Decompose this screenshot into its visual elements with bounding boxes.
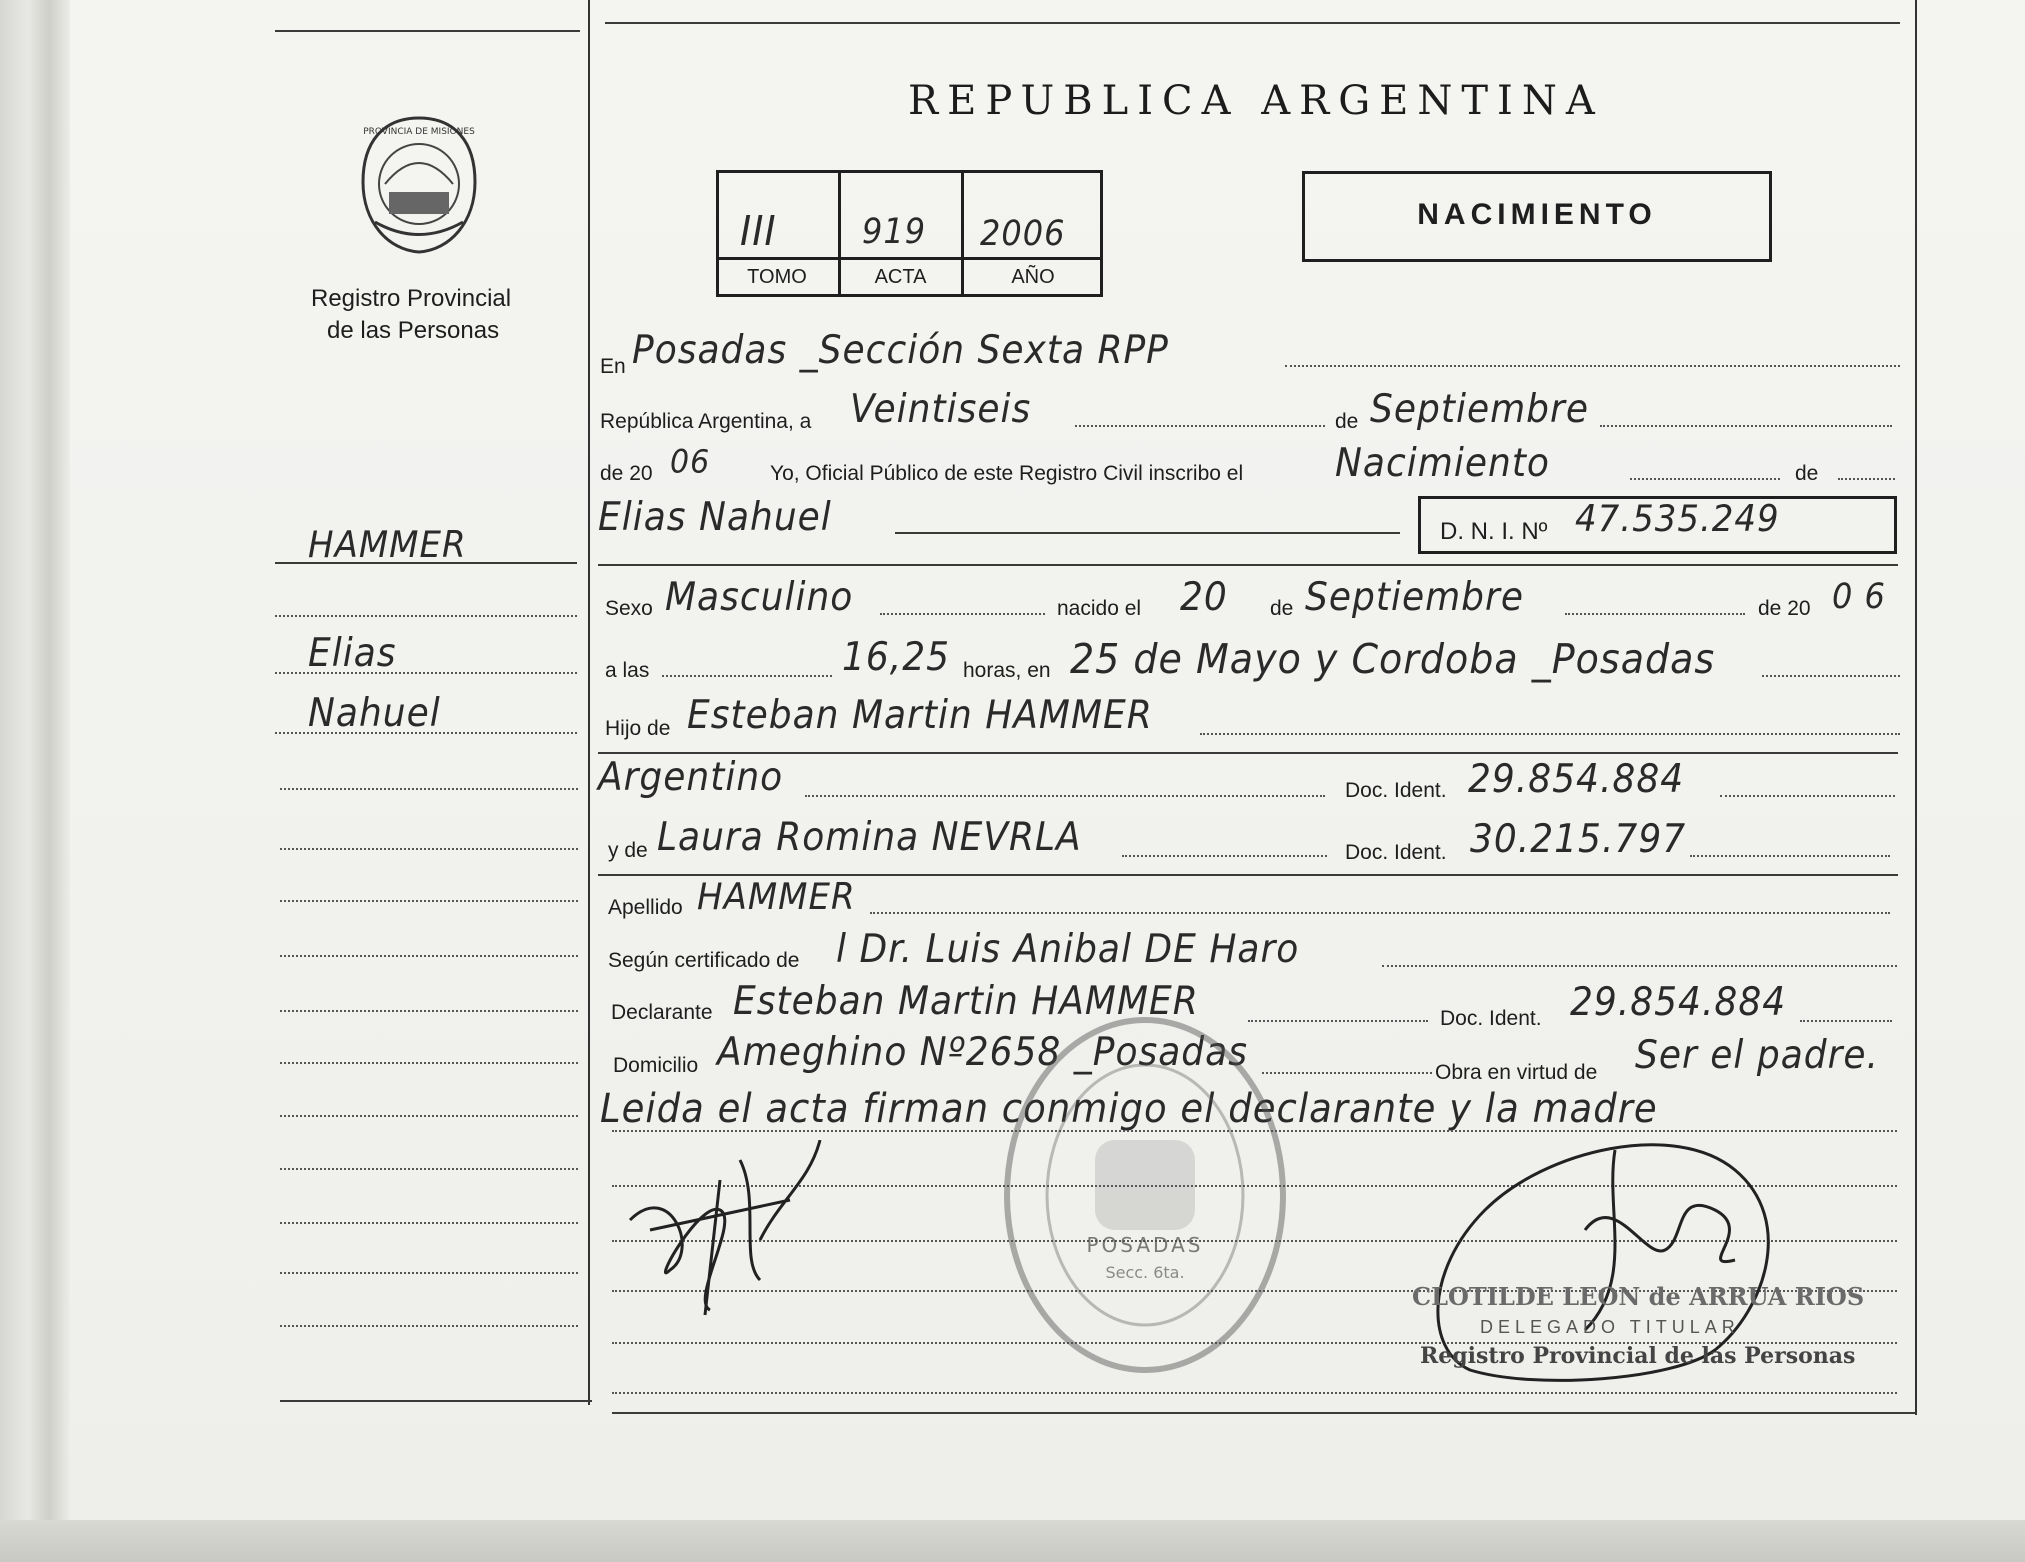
margin-first-name: Elias [308,631,397,676]
child-row-rule [598,564,1898,566]
official-role: DELEGADO TITULAR [1480,1317,1740,1337]
ano-label: AÑO [1011,266,1055,288]
margin-dot-10 [280,1115,578,1117]
father-doc-rule [1720,795,1895,797]
de-end-rule [1838,478,1895,480]
tomo-value: III [740,207,777,255]
page-bottom-edge [0,1520,2025,1562]
margin-dot-6 [280,900,578,902]
child-name: Elias Nahuel [598,495,832,540]
de-label: de [1335,410,1359,433]
hijo-label: Hijo de [605,717,671,740]
margin-dot-14 [280,1325,578,1327]
father-doc: 29.854.884 [1468,757,1685,802]
margin-dot-4 [280,788,578,790]
registry-name-line2: de las Personas [327,317,500,344]
margin-dot-2 [275,672,577,674]
father-row-rule [598,752,1898,754]
yde-label: y de [608,839,648,862]
born-year-prefix: de 20 [1758,597,1811,620]
segun-value: l Dr. Luis Anibal DE Haro [836,927,1300,972]
margin-rule-bottom [280,1400,592,1402]
month-rule [1600,425,1892,427]
year-prefix: de 20 [600,462,653,485]
mother-doc-rule [1690,855,1890,857]
mother-doc: 30.215.797 [1470,817,1687,862]
declarante-label: Declarante [611,1001,713,1024]
dni-value: 47.535.249 [1575,497,1780,541]
en-label: En [600,355,626,378]
apellido-label: Apellido [608,896,683,919]
sexo-value: Masculino [665,575,854,620]
margin-rule-surname [275,562,577,564]
official-office: Registro Provincial de las Personas [1420,1343,1856,1369]
document-type: NACIMIENTO [1417,198,1657,231]
stamp-city: POSADAS [1086,1233,1204,1257]
mother-doc-label: Doc. Ident. [1345,841,1447,864]
acta-value: 919 [862,210,927,252]
declarant-signature-icon [610,1140,825,1320]
nacido-label: nacido el [1057,597,1142,620]
born-month: Septiembre [1305,575,1524,620]
oficial-text: Yo, Oficial Público de este Registro Civil inscribo el [770,462,1244,485]
mother-name: Laura Romina NEVRLA [657,815,1082,860]
closing-rule-bottom [612,1412,1917,1414]
right-border [1915,0,1917,1415]
margin-dot-1 [275,615,577,617]
margin-dot-11 [280,1168,578,1170]
tomo-label: TOMO [747,266,807,288]
father-name-rule [1200,733,1900,735]
margin-dot-8 [280,1010,578,1012]
mother-name-rule [1122,855,1327,857]
place-rule [1762,675,1900,677]
misiones-seal-icon [355,112,483,257]
margin-dot-3 [275,732,577,734]
domicilio-label: Domicilio [613,1054,699,1077]
margin-dot-7 [280,955,578,957]
born-month-rule [1565,613,1745,615]
segun-rule [1382,965,1897,967]
margin-middle-name: Nahuel [308,691,441,736]
margin-divider [588,0,590,1405]
volume-label-rule [716,257,1103,260]
country-title: REPUBLICA ARGENTINA [908,78,1604,124]
apellido-rule [870,912,1890,914]
closing-text: Leida el acta firman conmigo el declarante y la madre [600,1085,1658,1132]
born-year: 0 6 [1832,575,1886,617]
obra-label: Obra en virtud de [1435,1061,1598,1084]
margin-dot-5 [280,848,578,850]
alas-rule [662,675,832,677]
declarante-value: Esteban Martin HAMMER [733,979,1199,1024]
month-value: Septiembre [1370,387,1589,432]
act-rule [1630,478,1780,480]
father-doc-label: Doc. Ident. [1345,779,1447,802]
domicilio-value: Ameghino Nº2658 _Posadas [717,1030,1248,1075]
father-name: Esteban Martin HAMMER [687,693,1153,738]
book-binding [0,0,70,1562]
top-rule-left [275,30,580,32]
margin-dot-9 [280,1062,578,1064]
apellido-value: HAMMER [697,875,856,919]
nationality-rule [805,795,1325,797]
republica-label: República Argentina, a [600,410,812,433]
alas-label: a las [605,659,650,682]
margin-surname: HAMMER [308,523,467,567]
en-value: Posadas _Sección Sexta RPP [632,328,1169,373]
seal-lettering: PROVINCIA DE MISIONES [363,127,475,137]
declarante-doc-label: Doc. Ident. [1440,1007,1542,1030]
horas-label: horas, en [963,659,1051,682]
acta-label: ACTA [874,266,927,288]
de-end-label: de [1795,462,1819,485]
margin-dot-12 [280,1222,578,1224]
child-name-rule [895,532,1400,534]
day-rule [1075,425,1325,427]
stamp-sub: Secc. 6ta. [1105,1263,1185,1282]
born-de-label: de [1270,597,1294,620]
year-value: 06 [670,443,711,482]
sexo-rule [880,613,1045,615]
top-rule-right [605,22,1900,24]
ano-value: 2006 [980,212,1066,254]
father-nationality: Argentino [598,755,784,800]
hour-value: 16,25 [842,635,951,680]
segun-label: Según certificado de [608,949,800,972]
registry-name-line1: Registro Provincial [311,285,512,312]
registry-round-stamp [1000,1010,1290,1380]
sexo-label: Sexo [605,597,653,620]
place-value: 25 de Mayo y Cordoba _Posadas [1070,635,1716,683]
official-name: CLOTILDE LEON de ARRUA RIOS [1412,1282,1865,1311]
born-day: 20 [1180,575,1228,620]
en-rule [1285,365,1900,367]
dni-label: D. N. I. Nº [1440,518,1548,545]
obra-value: Ser el padre. [1635,1033,1879,1078]
declarante-doc-rule [1800,1020,1892,1022]
declarante-doc: 29.854.884 [1570,980,1787,1025]
margin-dot-13 [280,1272,578,1274]
act-value: Nacimiento [1335,441,1550,486]
day-value: Veintiseis [850,387,1032,432]
